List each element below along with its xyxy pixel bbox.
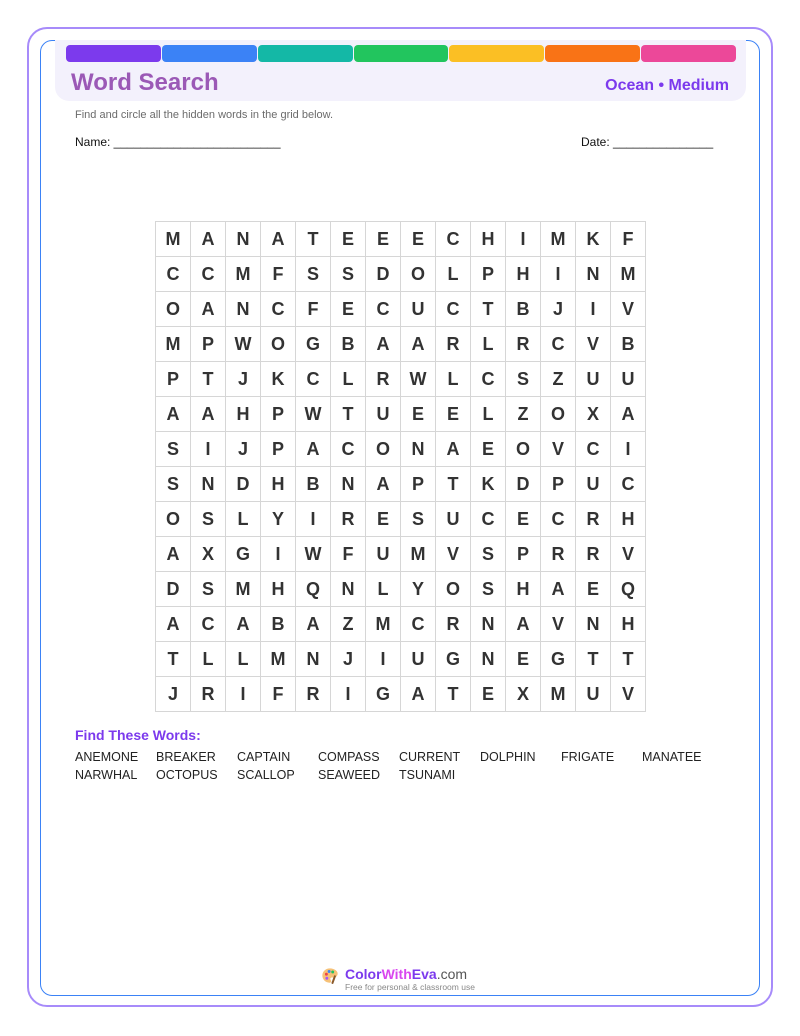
grid-cell[interactable]: M bbox=[366, 607, 401, 642]
grid-cell[interactable]: V bbox=[611, 537, 646, 572]
grid-cell[interactable]: O bbox=[156, 292, 191, 327]
grid-cell[interactable]: E bbox=[436, 397, 471, 432]
grid-cell[interactable]: I bbox=[261, 537, 296, 572]
grid-cell[interactable]: T bbox=[436, 677, 471, 712]
grid-cell[interactable]: M bbox=[226, 572, 261, 607]
grid-cell[interactable]: P bbox=[506, 537, 541, 572]
grid-cell[interactable]: A bbox=[156, 397, 191, 432]
grid-cell[interactable]: A bbox=[611, 397, 646, 432]
grid-cell[interactable]: X bbox=[506, 677, 541, 712]
grid-cell[interactable]: B bbox=[261, 607, 296, 642]
rainbow-color-bar bbox=[66, 45, 736, 62]
grid-cell[interactable]: U bbox=[366, 537, 401, 572]
grid-cell[interactable]: E bbox=[366, 502, 401, 537]
grid-cell[interactable]: T bbox=[296, 222, 331, 257]
grid-row bbox=[156, 292, 646, 327]
word-list-item: FRIGATE bbox=[561, 750, 615, 764]
grid-row bbox=[156, 327, 646, 362]
grid-cell[interactable]: C bbox=[611, 467, 646, 502]
grid-cell[interactable]: W bbox=[226, 327, 261, 362]
grid-cell[interactable]: E bbox=[471, 677, 506, 712]
grid-cell[interactable]: A bbox=[506, 607, 541, 642]
grid-row bbox=[156, 222, 646, 257]
grid-cell[interactable]: W bbox=[296, 397, 331, 432]
grid-cell[interactable]: Y bbox=[401, 572, 436, 607]
grid-cell[interactable]: E bbox=[506, 642, 541, 677]
grid-cell[interactable]: A bbox=[261, 222, 296, 257]
grid-cell[interactable]: A bbox=[401, 327, 436, 362]
brand-tagline: Free for personal & classroom use bbox=[345, 982, 475, 992]
grid-cell[interactable]: U bbox=[576, 677, 611, 712]
word-list-item: BREAKER bbox=[156, 750, 216, 764]
grid-cell[interactable]: T bbox=[331, 397, 366, 432]
grid-cell[interactable]: I bbox=[296, 502, 331, 537]
color-bar-segment bbox=[258, 45, 353, 62]
word-list-item: CURRENT bbox=[399, 750, 461, 764]
grid-row bbox=[156, 502, 646, 537]
word-search-grid bbox=[155, 221, 646, 712]
grid-cell[interactable]: U bbox=[366, 397, 401, 432]
grid-cell[interactable]: S bbox=[296, 257, 331, 292]
grid-cell[interactable]: S bbox=[156, 432, 191, 467]
grid-cell[interactable]: S bbox=[191, 572, 226, 607]
grid-cell[interactable]: E bbox=[366, 222, 401, 257]
grid-cell[interactable]: A bbox=[191, 292, 226, 327]
grid-cell[interactable]: R bbox=[541, 537, 576, 572]
grid-cell[interactable]: C bbox=[296, 362, 331, 397]
grid-cell[interactable]: S bbox=[331, 257, 366, 292]
grid-cell[interactable]: E bbox=[506, 502, 541, 537]
grid-cell[interactable]: G bbox=[436, 642, 471, 677]
grid-cell[interactable]: A bbox=[436, 432, 471, 467]
grid-cell[interactable]: C bbox=[436, 292, 471, 327]
grid-cell[interactable]: E bbox=[471, 432, 506, 467]
grid-cell[interactable]: J bbox=[156, 677, 191, 712]
grid-cell[interactable]: C bbox=[436, 222, 471, 257]
grid-cell[interactable]: C bbox=[541, 502, 576, 537]
grid-cell[interactable]: M bbox=[401, 537, 436, 572]
grid-cell[interactable]: R bbox=[506, 327, 541, 362]
grid-cell[interactable]: K bbox=[576, 222, 611, 257]
grid-cell[interactable]: J bbox=[541, 292, 576, 327]
grid-cell[interactable]: C bbox=[366, 292, 401, 327]
grid-cell[interactable]: Z bbox=[506, 397, 541, 432]
grid-cell[interactable]: U bbox=[576, 362, 611, 397]
word-list-heading: Find These Words: bbox=[75, 727, 201, 743]
grid-cell[interactable]: A bbox=[366, 467, 401, 502]
grid-cell[interactable]: N bbox=[576, 257, 611, 292]
grid-cell[interactable]: I bbox=[366, 642, 401, 677]
grid-cell[interactable]: C bbox=[191, 607, 226, 642]
grid-cell[interactable]: F bbox=[296, 292, 331, 327]
grid-cell[interactable]: N bbox=[331, 572, 366, 607]
grid-cell[interactable]: H bbox=[471, 222, 506, 257]
grid-cell[interactable]: J bbox=[226, 362, 261, 397]
grid-cell[interactable]: P bbox=[261, 432, 296, 467]
brand-name[interactable] bbox=[345, 966, 475, 982]
grid-cell[interactable]: D bbox=[156, 572, 191, 607]
grid-cell[interactable]: H bbox=[261, 572, 296, 607]
grid-cell[interactable]: J bbox=[331, 642, 366, 677]
grid-row bbox=[156, 432, 646, 467]
grid-cell[interactable]: U bbox=[401, 292, 436, 327]
grid-cell[interactable]: G bbox=[541, 642, 576, 677]
grid-cell[interactable]: K bbox=[261, 362, 296, 397]
grid-cell[interactable]: A bbox=[191, 397, 226, 432]
grid-cell[interactable]: F bbox=[261, 257, 296, 292]
color-bar-segment bbox=[162, 45, 257, 62]
grid-cell[interactable]: H bbox=[611, 502, 646, 537]
grid-cell[interactable]: M bbox=[611, 257, 646, 292]
grid-cell[interactable]: L bbox=[436, 362, 471, 397]
page-title: Word Search bbox=[71, 69, 219, 96]
grid-row bbox=[156, 642, 646, 677]
grid-row bbox=[156, 607, 646, 642]
grid-cell[interactable]: C bbox=[261, 292, 296, 327]
grid-cell[interactable]: L bbox=[331, 362, 366, 397]
grid-cell[interactable]: O bbox=[436, 572, 471, 607]
grid-cell[interactable]: Y bbox=[261, 502, 296, 537]
grid-cell[interactable]: A bbox=[156, 537, 191, 572]
grid-cell[interactable]: O bbox=[506, 432, 541, 467]
color-bar-segment bbox=[354, 45, 449, 62]
name-field: Name: _________________________ bbox=[75, 135, 281, 149]
word-list-item: NARWHAL bbox=[75, 768, 138, 782]
grid-cell[interactable]: E bbox=[331, 222, 366, 257]
grid-cell[interactable]: A bbox=[366, 327, 401, 362]
grid-cell[interactable]: F bbox=[611, 222, 646, 257]
grid-cell[interactable]: H bbox=[226, 397, 261, 432]
grid-cell[interactable]: R bbox=[296, 677, 331, 712]
word-list-item: CAPTAIN bbox=[237, 750, 291, 764]
grid-cell[interactable]: C bbox=[331, 432, 366, 467]
grid-cell[interactable]: I bbox=[611, 432, 646, 467]
grid-cell[interactable]: J bbox=[226, 432, 261, 467]
grid-cell[interactable]: C bbox=[471, 502, 506, 537]
grid-cell[interactable]: G bbox=[366, 677, 401, 712]
footer-branding bbox=[321, 966, 475, 996]
grid-cell[interactable]: D bbox=[366, 257, 401, 292]
grid-cell[interactable]: W bbox=[296, 537, 331, 572]
grid-cell[interactable]: G bbox=[296, 327, 331, 362]
grid-cell[interactable]: R bbox=[331, 502, 366, 537]
grid-cell[interactable]: L bbox=[226, 502, 261, 537]
grid-cell[interactable]: O bbox=[366, 432, 401, 467]
word-list-item: SEAWEED bbox=[318, 768, 381, 782]
grid-cell[interactable]: B bbox=[296, 467, 331, 502]
grid-cell[interactable]: P bbox=[401, 467, 436, 502]
grid-cell[interactable]: O bbox=[156, 502, 191, 537]
grid-cell[interactable]: I bbox=[541, 257, 576, 292]
grid-cell[interactable]: A bbox=[296, 607, 331, 642]
grid-row bbox=[156, 537, 646, 572]
grid-cell[interactable]: C bbox=[401, 607, 436, 642]
grid-cell[interactable]: K bbox=[471, 467, 506, 502]
grid-cell[interactable]: R bbox=[436, 607, 471, 642]
grid-cell[interactable]: V bbox=[611, 677, 646, 712]
grid-cell[interactable]: C bbox=[541, 327, 576, 362]
brand-block bbox=[345, 966, 475, 992]
grid-cell[interactable]: T bbox=[436, 467, 471, 502]
instructions-text: Find and circle all the hidden words in the grid below. bbox=[75, 109, 334, 121]
grid-cell[interactable]: A bbox=[401, 677, 436, 712]
grid-cell[interactable]: A bbox=[226, 607, 261, 642]
color-bar-segment bbox=[66, 45, 161, 62]
palette-icon bbox=[321, 967, 339, 985]
grid-cell[interactable]: C bbox=[576, 432, 611, 467]
brand-part-domain: .com bbox=[436, 966, 468, 982]
word-list-item: COMPASS bbox=[318, 750, 380, 764]
grid-cell[interactable]: V bbox=[576, 327, 611, 362]
grid-cell[interactable]: P bbox=[156, 362, 191, 397]
grid-cell[interactable]: S bbox=[471, 572, 506, 607]
grid-row bbox=[156, 467, 646, 502]
grid-cell[interactable]: F bbox=[331, 537, 366, 572]
grid-cell[interactable]: D bbox=[226, 467, 261, 502]
grid-cell[interactable]: T bbox=[191, 362, 226, 397]
grid-cell[interactable]: N bbox=[226, 222, 261, 257]
word-list-item: ANEMONE bbox=[75, 750, 139, 764]
date-field: Date: _______________ bbox=[581, 135, 714, 149]
grid-cell[interactable]: U bbox=[436, 502, 471, 537]
grid-cell[interactable]: B bbox=[506, 292, 541, 327]
grid-cell[interactable]: I bbox=[191, 432, 226, 467]
grid-cell[interactable]: E bbox=[331, 292, 366, 327]
grid-cell[interactable]: N bbox=[191, 467, 226, 502]
theme-difficulty-label: Ocean • Medium bbox=[605, 77, 729, 94]
grid-cell[interactable]: V bbox=[436, 537, 471, 572]
grid-cell[interactable]: E bbox=[576, 572, 611, 607]
grid-cell[interactable]: N bbox=[471, 642, 506, 677]
grid-cell[interactable]: C bbox=[156, 257, 191, 292]
grid-cell[interactable]: R bbox=[366, 362, 401, 397]
grid-cell[interactable]: I bbox=[226, 677, 261, 712]
grid-cell[interactable]: L bbox=[471, 327, 506, 362]
grid-cell[interactable]: H bbox=[506, 257, 541, 292]
grid-cell[interactable]: L bbox=[471, 397, 506, 432]
grid-cell[interactable]: S bbox=[506, 362, 541, 397]
grid-cell[interactable]: O bbox=[401, 257, 436, 292]
grid-cell[interactable]: N bbox=[331, 467, 366, 502]
grid-cell[interactable]: B bbox=[331, 327, 366, 362]
grid-cell[interactable]: V bbox=[541, 432, 576, 467]
grid-cell[interactable]: P bbox=[471, 257, 506, 292]
word-list-item: MANATEE bbox=[642, 750, 702, 764]
grid-cell[interactable]: V bbox=[611, 292, 646, 327]
grid-row bbox=[156, 257, 646, 292]
word-list bbox=[75, 750, 765, 783]
grid-cell[interactable]: U bbox=[611, 362, 646, 397]
grid-cell[interactable]: G bbox=[226, 537, 261, 572]
grid-row bbox=[156, 572, 646, 607]
grid-cell[interactable]: A bbox=[191, 222, 226, 257]
grid-cell[interactable]: X bbox=[191, 537, 226, 572]
grid-cell[interactable]: N bbox=[296, 642, 331, 677]
grid-cell[interactable]: C bbox=[471, 362, 506, 397]
grid-cell[interactable]: T bbox=[611, 642, 646, 677]
grid-cell[interactable]: L bbox=[366, 572, 401, 607]
grid-cell[interactable]: R bbox=[576, 537, 611, 572]
grid-cell[interactable]: I bbox=[331, 677, 366, 712]
grid-cell[interactable]: L bbox=[191, 642, 226, 677]
color-bar-segment bbox=[449, 45, 544, 62]
grid-cell[interactable]: R bbox=[191, 677, 226, 712]
grid-cell[interactable]: Z bbox=[331, 607, 366, 642]
grid-cell[interactable]: F bbox=[261, 677, 296, 712]
grid-cell[interactable]: N bbox=[576, 607, 611, 642]
grid-cell[interactable]: M bbox=[261, 642, 296, 677]
grid-cell[interactable]: T bbox=[156, 642, 191, 677]
word-list-item: TSUNAMI bbox=[399, 768, 456, 782]
grid-cell[interactable]: N bbox=[226, 292, 261, 327]
grid-cell[interactable]: L bbox=[226, 642, 261, 677]
grid-cell[interactable]: O bbox=[541, 397, 576, 432]
grid-cell[interactable]: A bbox=[156, 607, 191, 642]
grid-row bbox=[156, 677, 646, 712]
grid-cell[interactable]: U bbox=[576, 467, 611, 502]
word-list-item: OCTOPUS bbox=[156, 768, 218, 782]
grid-cell[interactable]: S bbox=[471, 537, 506, 572]
word-list-item: DOLPHIN bbox=[480, 750, 536, 764]
grid-cell[interactable]: S bbox=[156, 467, 191, 502]
grid-cell[interactable]: L bbox=[436, 257, 471, 292]
grid-cell[interactable]: C bbox=[191, 257, 226, 292]
grid-cell[interactable]: Z bbox=[541, 362, 576, 397]
color-bar-segment bbox=[641, 45, 736, 62]
grid-cell[interactable]: M bbox=[541, 222, 576, 257]
grid-cell[interactable]: Q bbox=[611, 572, 646, 607]
color-bar-segment bbox=[545, 45, 640, 62]
grid-cell[interactable]: R bbox=[576, 502, 611, 537]
grid-cell[interactable]: T bbox=[471, 292, 506, 327]
grid-cell[interactable]: T bbox=[576, 642, 611, 677]
grid-cell[interactable]: M bbox=[156, 327, 191, 362]
grid-cell[interactable]: O bbox=[261, 327, 296, 362]
grid-cell[interactable]: Q bbox=[296, 572, 331, 607]
grid-cell[interactable]: P bbox=[261, 397, 296, 432]
brand-part-with: With bbox=[381, 966, 412, 982]
grid-cell[interactable]: U bbox=[401, 642, 436, 677]
brand-part-eva: Eva bbox=[411, 966, 437, 982]
grid-cell[interactable]: H bbox=[611, 607, 646, 642]
grid-cell[interactable]: V bbox=[541, 607, 576, 642]
grid-cell[interactable]: W bbox=[401, 362, 436, 397]
brand-part-color: Color bbox=[345, 966, 382, 982]
grid-cell[interactable]: A bbox=[296, 432, 331, 467]
grid-row bbox=[156, 397, 646, 432]
grid-cell[interactable]: R bbox=[436, 327, 471, 362]
grid-cell[interactable]: X bbox=[576, 397, 611, 432]
grid-cell[interactable]: H bbox=[261, 467, 296, 502]
grid-cell[interactable]: B bbox=[611, 327, 646, 362]
word-list-item: SCALLOP bbox=[237, 768, 295, 782]
grid-cell[interactable]: E bbox=[401, 222, 436, 257]
grid-cell[interactable]: M bbox=[156, 222, 191, 257]
grid-cell[interactable]: S bbox=[401, 502, 436, 537]
grid-cell[interactable]: D bbox=[506, 467, 541, 502]
grid-cell[interactable]: M bbox=[541, 677, 576, 712]
grid-cell[interactable]: H bbox=[506, 572, 541, 607]
grid-cell[interactable]: A bbox=[541, 572, 576, 607]
grid-cell[interactable]: P bbox=[191, 327, 226, 362]
grid-cell[interactable]: E bbox=[401, 397, 436, 432]
grid-cell[interactable]: M bbox=[226, 257, 261, 292]
grid-cell[interactable]: S bbox=[191, 502, 226, 537]
grid-cell[interactable]: P bbox=[541, 467, 576, 502]
grid-cell[interactable]: N bbox=[471, 607, 506, 642]
grid-row bbox=[156, 362, 646, 397]
grid-cell[interactable]: I bbox=[506, 222, 541, 257]
grid-cell[interactable]: I bbox=[576, 292, 611, 327]
grid-cell[interactable]: N bbox=[401, 432, 436, 467]
